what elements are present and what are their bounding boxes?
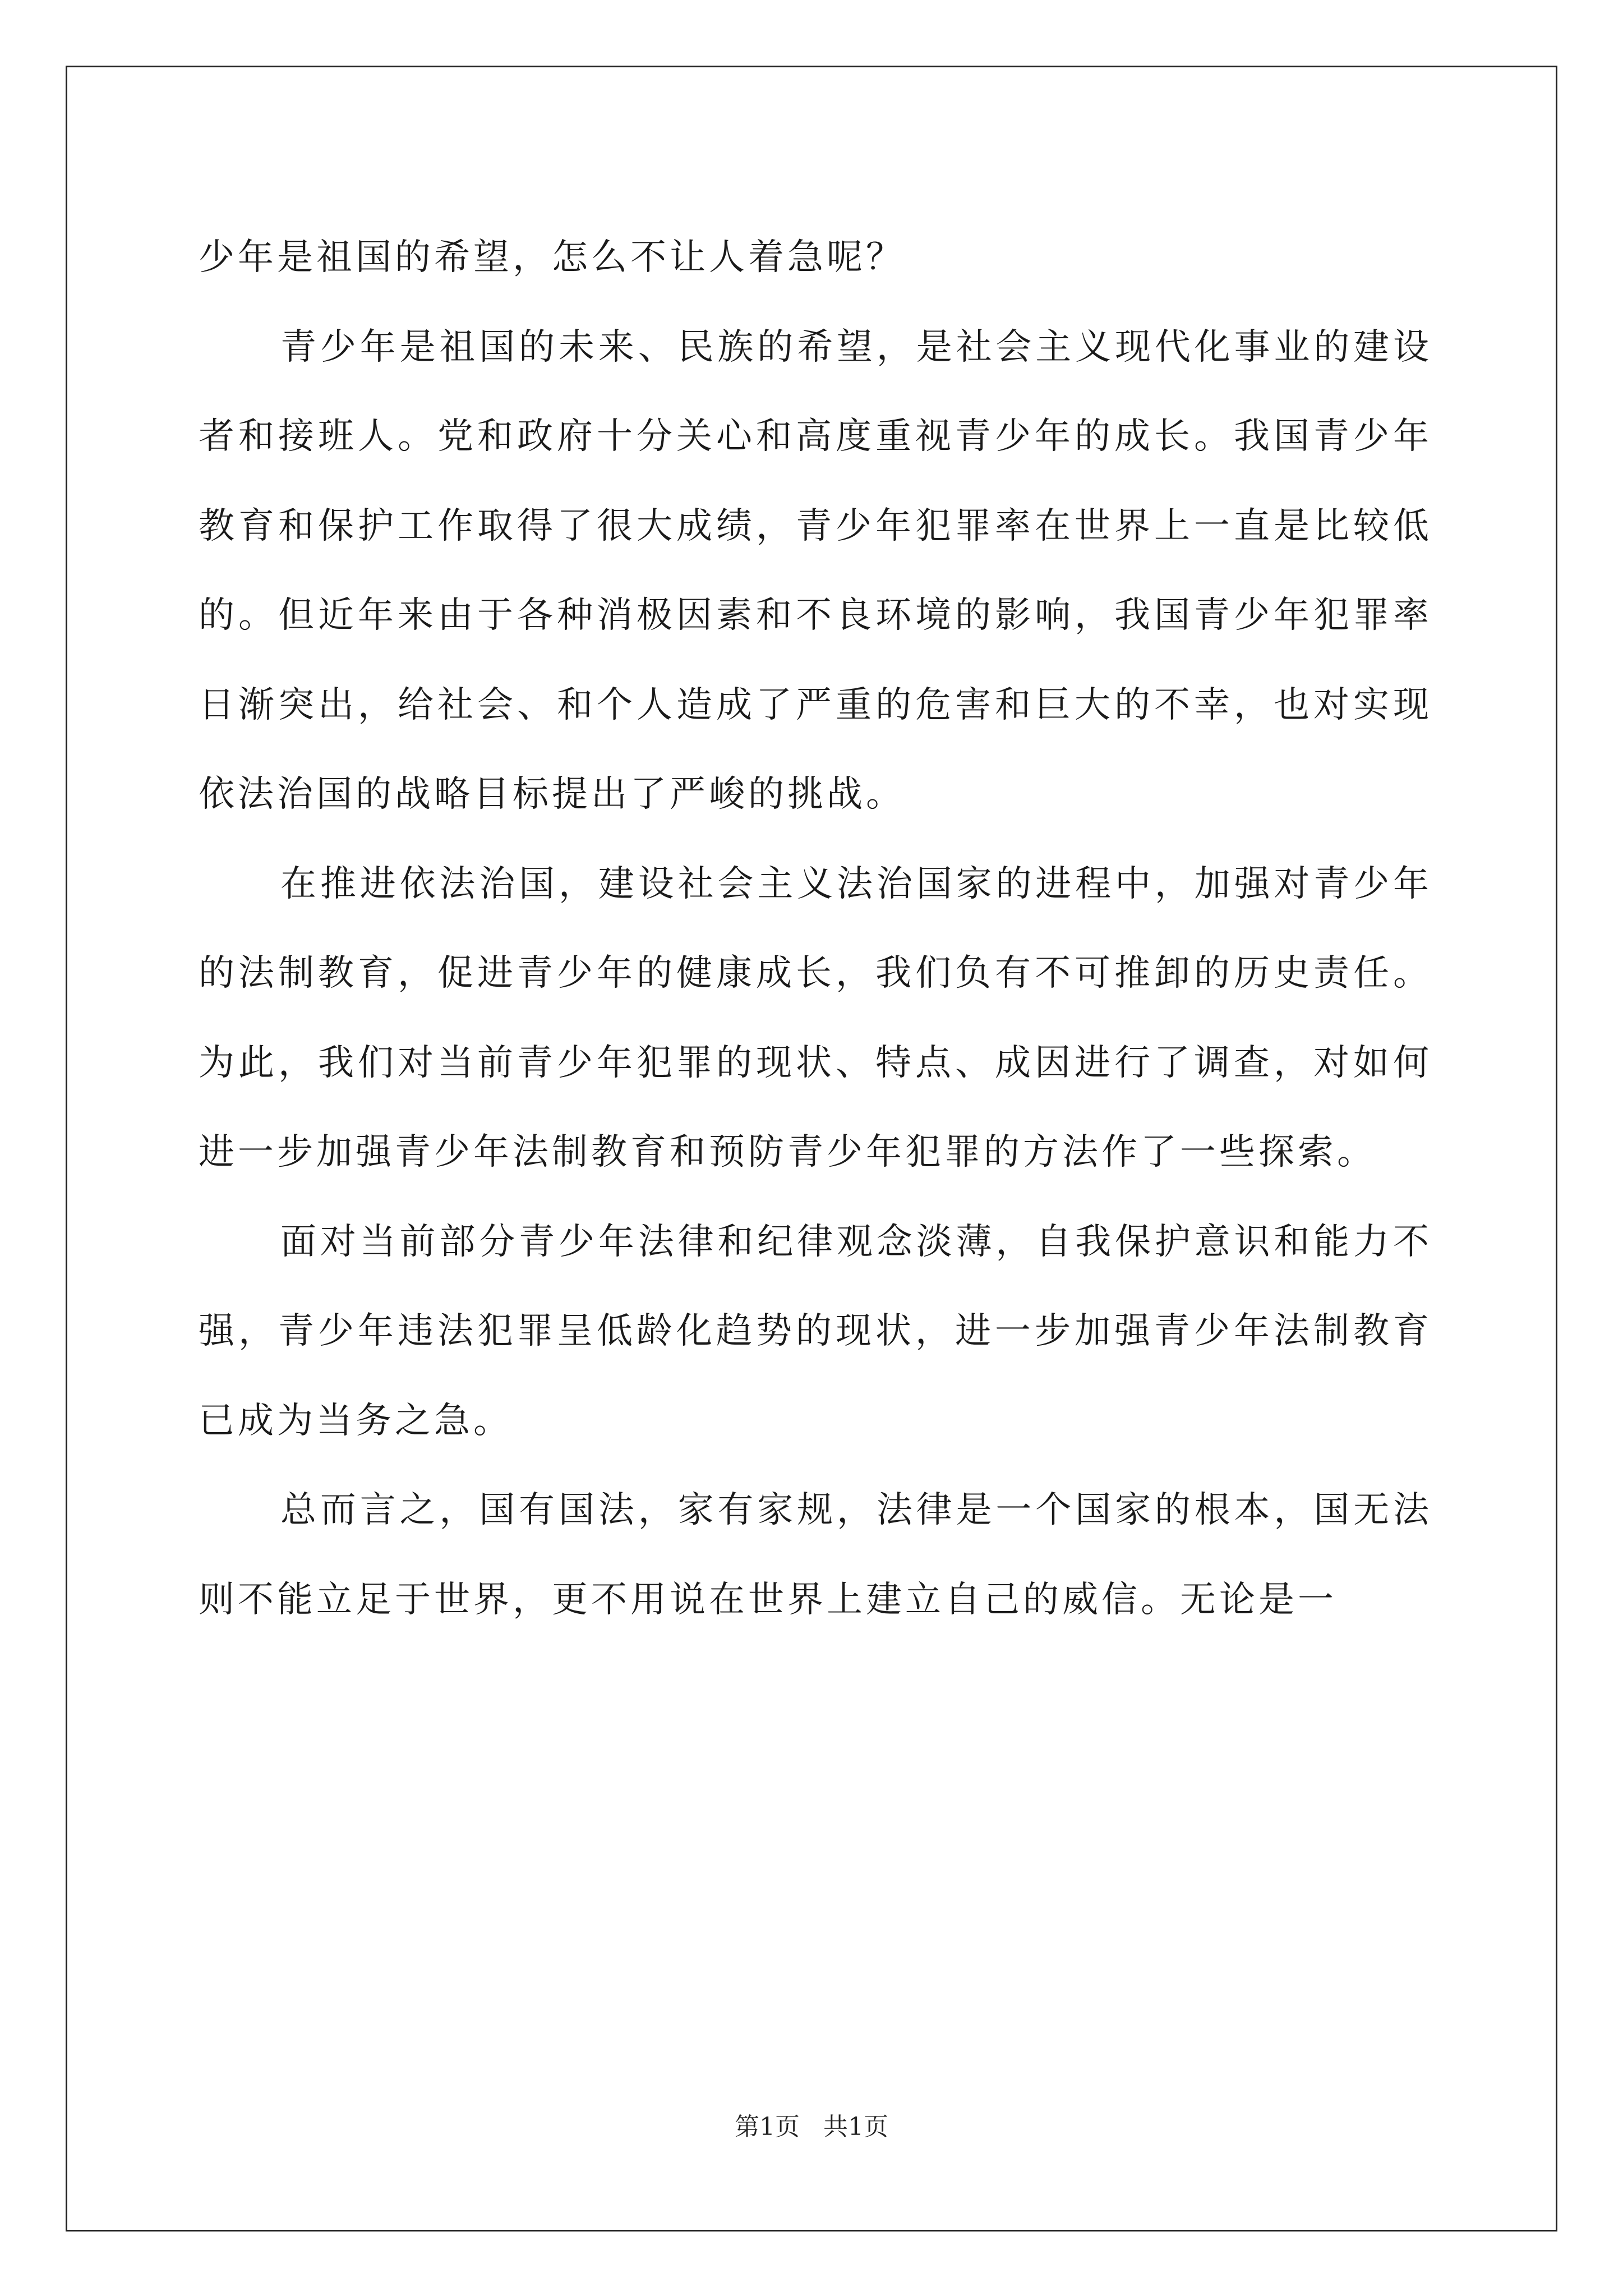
document-body xyxy=(199,213,1432,1645)
paragraph-1: 少年是祖国的希望，怎么不让人着急呢？ xyxy=(199,237,905,278)
paragraph-2: 青少年是祖国的未来、民族的希望，是社会主义现代化事业的建设者和接班人。党和政府十分关心和高度重视青少年的成长。我国青少年教育和保护工作取得了很大成绩，青少年犯罪率在世界上一直是比较低的。但近年来由于各种消极因素和不良环境的影响，我国青少年犯罪率日渐突出，给社会、和个人造成了严重的危害和巨大的不幸，也对实现依法治国的战略目标提出了严峻的挑战。 xyxy=(199,326,1432,815)
paragraph-4: 面对当前部分青少年法律和纪律观念淡薄，自我保护意识和能力不强，青少年违法犯罪呈低龄化趋势的现状，进一步加强青少年法制教育已成为当务之急。 xyxy=(199,1221,1432,1442)
paragraph-3: 在推进依法治国，建设社会主义法治国家的进程中，加强对青少年的法制教育，促进青少年的健康成长，我们负有不可推卸的历史责任。为此，我们对当前青少年犯罪的现状、特点、成因进行了调查，对如何进一步加强青少年法制教育和预防青少年犯罪的方法作了一些探索。 xyxy=(199,863,1432,1173)
paragraph-5: 总而言之，国有国法，家有家规，法律是一个国家的根本，国无法则不能立足于世界，更不用说在世界上建立自己的威信。无论是一 xyxy=(199,1489,1432,1621)
page-number-footer: 第1页 共1页 xyxy=(735,2113,888,2141)
